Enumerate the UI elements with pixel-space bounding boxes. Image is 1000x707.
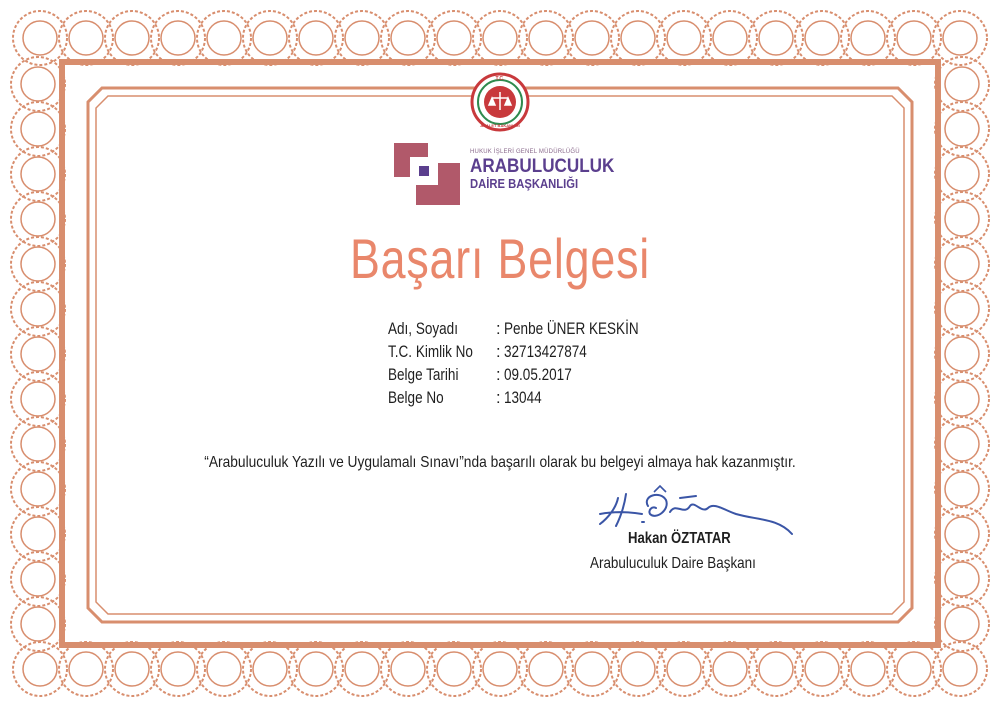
lace-ring-inner <box>529 652 563 686</box>
seal-top-text: T.C. <box>495 76 505 82</box>
detail-value: 32713427874 <box>504 343 587 361</box>
certificate-title: Başarı Belgesi <box>349 227 651 290</box>
lace-ring-inner <box>945 247 979 281</box>
lace-ring-inner <box>945 382 979 416</box>
lace-ring-inner <box>943 21 977 55</box>
lace-ring-inner <box>667 652 701 686</box>
lace-ring-inner <box>667 21 701 55</box>
lace-ring-inner <box>945 292 979 326</box>
lace-ring-inner <box>21 202 55 236</box>
lace-ring-inner <box>851 21 885 55</box>
detail-separator: : <box>496 389 501 407</box>
lace-ring-inner <box>253 652 287 686</box>
lace-ring-inner <box>437 652 471 686</box>
logo-main-line: ARABULUCULUK <box>470 156 615 177</box>
lace-ring-inner <box>345 652 379 686</box>
lace-ring-inner <box>897 652 931 686</box>
lace-ring-inner <box>21 382 55 416</box>
lace-ring-inner <box>805 21 839 55</box>
logo-squares-icon <box>394 143 464 207</box>
lace-ring-inner <box>437 21 471 55</box>
seal-bottom-text: ADALET BAKANLIĞI <box>480 123 520 128</box>
logo-small-line: HUKUK İŞLERİ GENEL MÜDÜRLÜĞÜ <box>470 149 580 155</box>
lace-ring-inner <box>945 157 979 191</box>
signer-name: Hakan ÖZTATAR <box>628 530 731 547</box>
lace-ring-inner <box>69 652 103 686</box>
lace-ring-inner <box>21 517 55 551</box>
lace-ring-inner <box>621 652 655 686</box>
lace-ring-inner <box>299 21 333 55</box>
lace-ring-inner <box>161 21 195 55</box>
lace-ring-inner <box>483 652 517 686</box>
lace-ring-inner <box>69 21 103 55</box>
lace-ring-inner <box>945 427 979 461</box>
detail-separator: : <box>496 366 501 384</box>
lace-ring-inner <box>21 67 55 101</box>
lace-ring-inner <box>759 652 793 686</box>
lace-ring-inner <box>945 472 979 506</box>
lace-ring-inner <box>943 652 977 686</box>
detail-label: Belge No <box>388 389 444 407</box>
lace-ring-inner <box>575 652 609 686</box>
lace-ring-inner <box>253 21 287 55</box>
lace-ring-inner <box>21 292 55 326</box>
lace-ring-inner <box>391 21 425 55</box>
lace-ring-inner <box>21 247 55 281</box>
lace-ring-inner <box>21 337 55 371</box>
lace-ring-inner <box>945 112 979 146</box>
signer-title: Arabuluculuk Daire Başkanı <box>590 555 756 572</box>
lace-ring-inner <box>945 562 979 596</box>
certificate-statement: “Arabuluculuk Yazılı ve Uygulamalı Sınavı”nda başarılı olarak bu belgeyi almaya hak kazanmıştır. <box>204 454 796 471</box>
lace-ring-inner <box>945 202 979 236</box>
lace-ring-inner <box>115 21 149 55</box>
lace-ring <box>473 11 527 65</box>
lace-ring-inner <box>575 21 609 55</box>
lace-ring-inner <box>945 517 979 551</box>
detail-value: 13044 <box>504 389 542 407</box>
detail-value: 09.05.2017 <box>504 366 572 384</box>
lace-ring-inner <box>897 21 931 55</box>
handwritten-signature <box>596 484 796 536</box>
lace-ring-inner <box>21 607 55 641</box>
lace-ring-inner <box>805 652 839 686</box>
lace-ring-inner <box>945 607 979 641</box>
lace-ring-inner <box>207 21 241 55</box>
lace-ring-inner <box>483 21 517 55</box>
lace-ring-inner <box>759 21 793 55</box>
detail-label: Adı, Soyadı <box>388 320 458 338</box>
lace-ring-inner <box>345 21 379 55</box>
lace-ring-inner <box>161 652 195 686</box>
lace-ring-inner <box>21 427 55 461</box>
lace-ring <box>13 11 67 65</box>
lace-ring-inner <box>713 21 747 55</box>
lace-ring-inner <box>115 652 149 686</box>
lace-ring-inner <box>945 67 979 101</box>
lace-ring-inner <box>529 21 563 55</box>
lace-ring-inner <box>851 652 885 686</box>
lace-ring-inner <box>21 112 55 146</box>
detail-separator: : <box>496 320 501 338</box>
lace-ring-inner <box>713 652 747 686</box>
logo-sub-line: DAİRE BAŞKANLIĞI <box>470 177 579 191</box>
lace-ring-inner <box>945 337 979 371</box>
lace-ring-inner <box>21 562 55 596</box>
detail-label: T.C. Kimlik No <box>388 343 473 361</box>
lace-ring-inner <box>23 652 57 686</box>
arabuluculuk-logo <box>394 143 624 209</box>
lace-ring-inner <box>299 652 333 686</box>
detail-label: Belge Tarihi <box>388 366 459 384</box>
lace-ring-inner <box>207 652 241 686</box>
lace-ring <box>427 11 481 65</box>
lace-ring-inner <box>21 157 55 191</box>
lace-ring-inner <box>23 21 57 55</box>
lace-ring-inner <box>391 652 425 686</box>
lace-ring-inner <box>21 472 55 506</box>
lace-ring-inner <box>621 21 655 55</box>
detail-value: Penbe ÜNER KESKİN <box>504 320 639 338</box>
ministry-seal <box>470 72 530 132</box>
detail-separator: : <box>496 343 501 361</box>
